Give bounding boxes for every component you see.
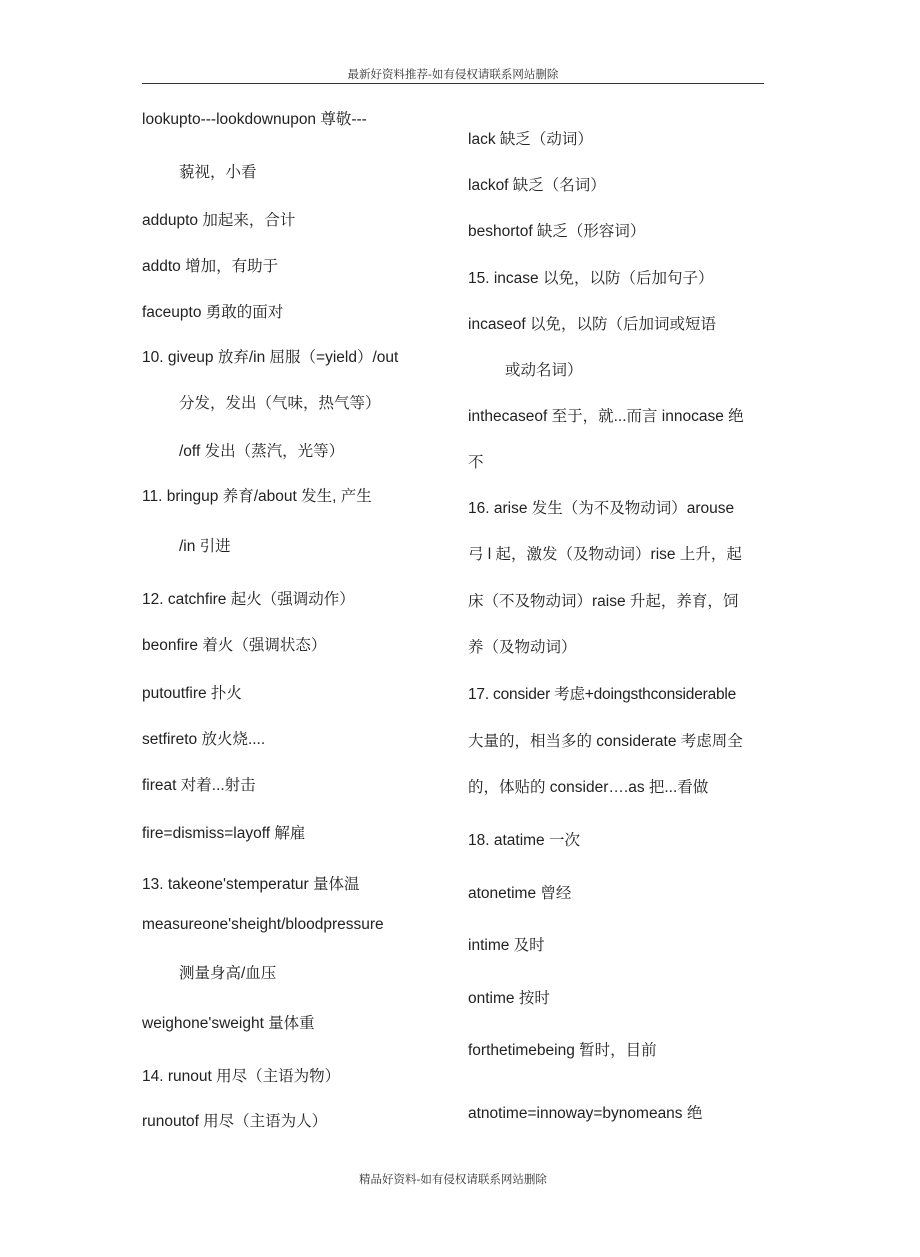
right-line-17: atonetime 曾经 (468, 885, 572, 902)
left-line-21: 14. runout 用尽（主语为物） (142, 1068, 341, 1085)
left-line-17: 13. takeone'stemperatur 量体温 (142, 876, 360, 893)
header-rule (142, 83, 764, 84)
right-line-15: 的，体贴的 consider….as 把...看做 (468, 779, 709, 796)
right-line-21: atnotime=innoway=bynomeans 绝 (468, 1105, 703, 1122)
left-line-18: measureone'sheight/bloodpressure (142, 916, 384, 933)
right-line-9: 16. arise 发生（为不及物动词）arouse (468, 500, 735, 517)
left-line-3: addupto 加起来，合计 (142, 212, 296, 229)
left-line-13: putoutfire 扑火 (142, 685, 242, 702)
left-line-6: 10. giveup 放弃/in 屈服（=yield）/out (142, 349, 399, 366)
page-header: 最新好资料推荐-如有侵权请联系网站删除 (347, 67, 559, 81)
left-line-4: addto 增加，有助于 (142, 258, 279, 275)
right-line-13: 17. consider 考虑+doingsthconsiderable (468, 686, 737, 703)
right-line-2: lackof 缺乏（名词） (468, 177, 606, 194)
right-line-20: forthetimebeing 暂时，目前 (468, 1042, 657, 1059)
left-line-2: 藐视，小看 (179, 164, 257, 181)
right-line-5: incaseof 以免，以防（后加词或短语 (468, 316, 717, 333)
left-line-9: 11. bringup 养育/about 发生, 产生 (142, 488, 372, 505)
left-line-12: beonfire 着火（强调状态） (142, 637, 327, 654)
left-line-10: /in 引进 (179, 538, 231, 555)
right-line-6: 或动名词） (505, 362, 583, 379)
left-line-7: 分发，发出（气味，热气等） (179, 395, 381, 412)
right-line-14: 大量的，相当多的 considerate 考虑周全 (468, 733, 743, 750)
right-line-19: ontime 按时 (468, 990, 550, 1007)
left-line-1: lookupto---lookdownupon 尊敬--- (142, 111, 367, 128)
left-line-11: 12. catchfire 起火（强调动作） (142, 591, 355, 608)
left-line-16: fire=dismiss=layoff 解雇 (142, 825, 306, 842)
right-line-7: inthecaseof 至于，就...而言 innocase 绝 (468, 408, 744, 425)
left-line-5: faceupto 勇敢的面对 (142, 304, 284, 321)
right-line-18: intime 及时 (468, 937, 545, 954)
left-line-22: runoutof 用尽（主语为人） (142, 1113, 328, 1130)
left-line-20: weighone'sweight 量体重 (142, 1015, 315, 1032)
right-line-11: 床（不及物动词）raise 升起，养育，饲 (468, 593, 739, 610)
right-line-10: 弓 l 起，激发（及物动词）rise 上升，起 (468, 546, 742, 563)
right-line-3: beshortof 缺乏（形容词） (468, 223, 646, 240)
left-line-19: 测量身高/血压 (179, 965, 277, 982)
left-line-15: fireat 对着...射击 (142, 777, 256, 794)
right-line-12: 养（及物动词） (468, 639, 577, 656)
right-line-1: lack 缺乏（动词） (468, 131, 593, 148)
right-line-8: 不 (468, 454, 484, 471)
left-line-14: setfireto 放火烧.... (142, 731, 266, 748)
page-footer: 精品好资料-如有侵权请联系网站删除 (359, 1172, 547, 1186)
right-line-16: 18. atatime 一次 (468, 832, 580, 849)
left-line-8: /off 发出（蒸汽，光等） (179, 443, 345, 460)
right-line-4: 15. incase 以免，以防（后加句子） (468, 270, 714, 287)
